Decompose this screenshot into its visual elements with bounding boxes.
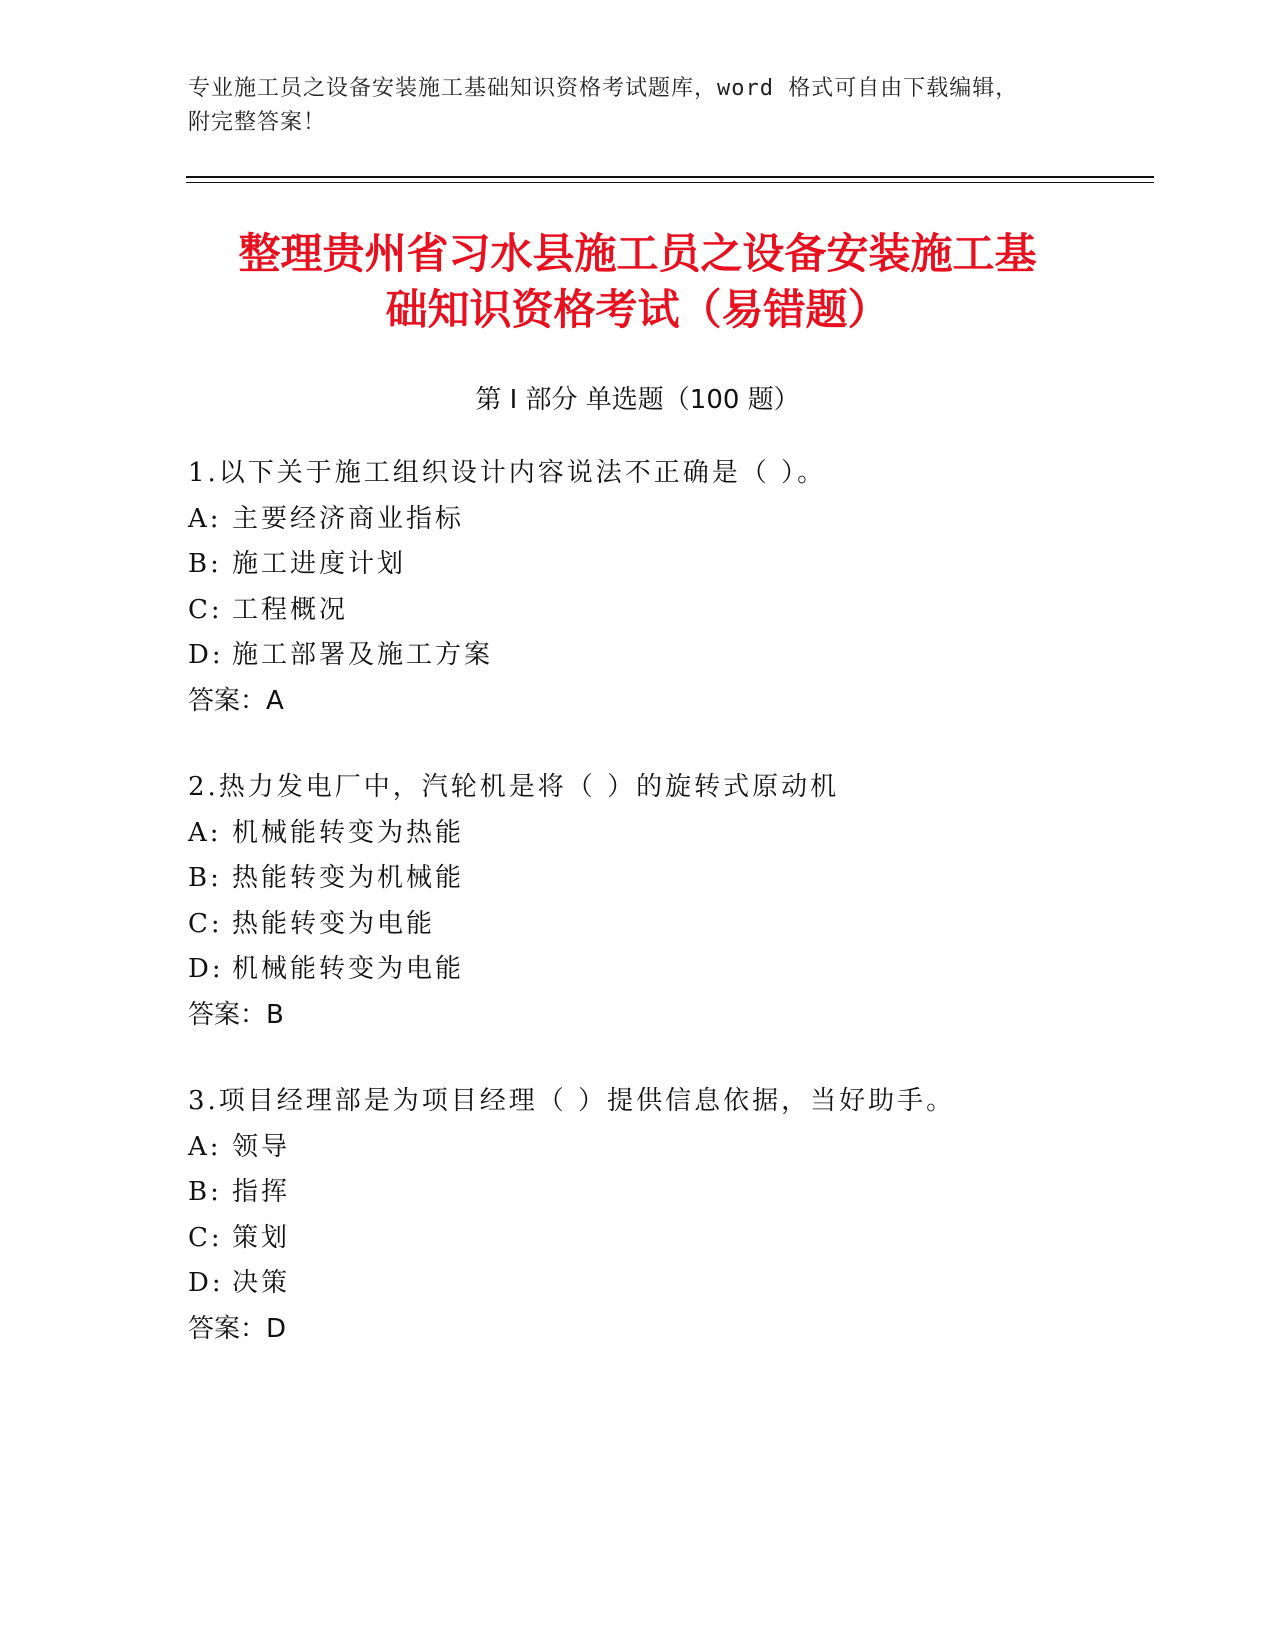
option-c [188, 1216, 1128, 1262]
header-note [188, 72, 1088, 140]
option-letter: C: [188, 908, 223, 939]
option-text: 指挥 [232, 1177, 291, 1207]
question-stem: 2.热力发电厂中，汽轮机是将（ ）的旋转式原动机 [188, 772, 840, 802]
option-a [188, 811, 1128, 857]
option-text: 机械能转变为电能 [232, 954, 465, 984]
option-c [188, 588, 1128, 634]
option-d [188, 633, 1128, 679]
option-letter: A: [188, 503, 222, 534]
option-letter: B: [188, 1177, 222, 1207]
document-title [150, 226, 1125, 338]
option-text: 策划 [232, 1222, 291, 1253]
option-letter: A: [188, 817, 222, 848]
option-text: 决策 [232, 1268, 291, 1298]
option-d [188, 947, 1128, 993]
option-c [188, 902, 1128, 948]
option-letter: C: [188, 594, 223, 625]
answer: 答案：A [188, 685, 284, 716]
question-stem: 3.项目经理部是为项目经理（ ）提供信息依据，当好助手。 [188, 1086, 956, 1116]
option-text: 工程概况 [232, 594, 349, 625]
question-2 [188, 765, 1128, 1038]
header-note-line-2: 附完整答案！ [188, 110, 327, 135]
option-d [188, 1261, 1128, 1307]
option-b [188, 1170, 1128, 1216]
option-text: 施工进度计划 [232, 549, 407, 579]
option-text: 机械能转变为热能 [232, 817, 465, 848]
option-b [188, 856, 1128, 902]
header-divider-thick [186, 176, 1154, 178]
header-divider-thin [186, 182, 1154, 183]
option-a [188, 497, 1128, 543]
option-text: 主要经济商业指标 [232, 503, 465, 534]
option-letter: D: [188, 640, 224, 670]
answer: 答案：D [188, 1313, 287, 1344]
option-letter: D: [188, 1268, 224, 1298]
header-note-line-1: 专业施工员之设备安装施工基础知识资格考试题库，word 格式可自由下载编辑， [188, 76, 1019, 101]
option-b [188, 542, 1128, 588]
option-letter: B: [188, 863, 222, 893]
option-text: 热能转变为机械能 [232, 863, 465, 893]
option-text: 热能转变为电能 [232, 908, 436, 939]
option-letter: C: [188, 1222, 223, 1253]
answer: 答案：B [188, 999, 284, 1030]
document-title-line-2: 础知识资格考试（易错题） [385, 285, 890, 334]
option-letter: D: [188, 954, 224, 984]
question-3 [188, 1079, 1128, 1352]
section-title: 第 I 部分 单选题（100 题） [475, 385, 800, 415]
option-text: 领导 [232, 1131, 291, 1162]
question-1 [188, 451, 1128, 724]
option-text: 施工部署及施工方案 [232, 640, 494, 670]
question-stem: 1.以下关于施工组织设计内容说法不正确是（ ）。 [188, 458, 827, 488]
option-letter: B: [188, 549, 222, 579]
document-title-line-1: 整理贵州省习水县施工员之设备安装施工基 [238, 229, 1037, 278]
option-letter: A: [188, 1131, 222, 1162]
option-a [188, 1125, 1128, 1171]
